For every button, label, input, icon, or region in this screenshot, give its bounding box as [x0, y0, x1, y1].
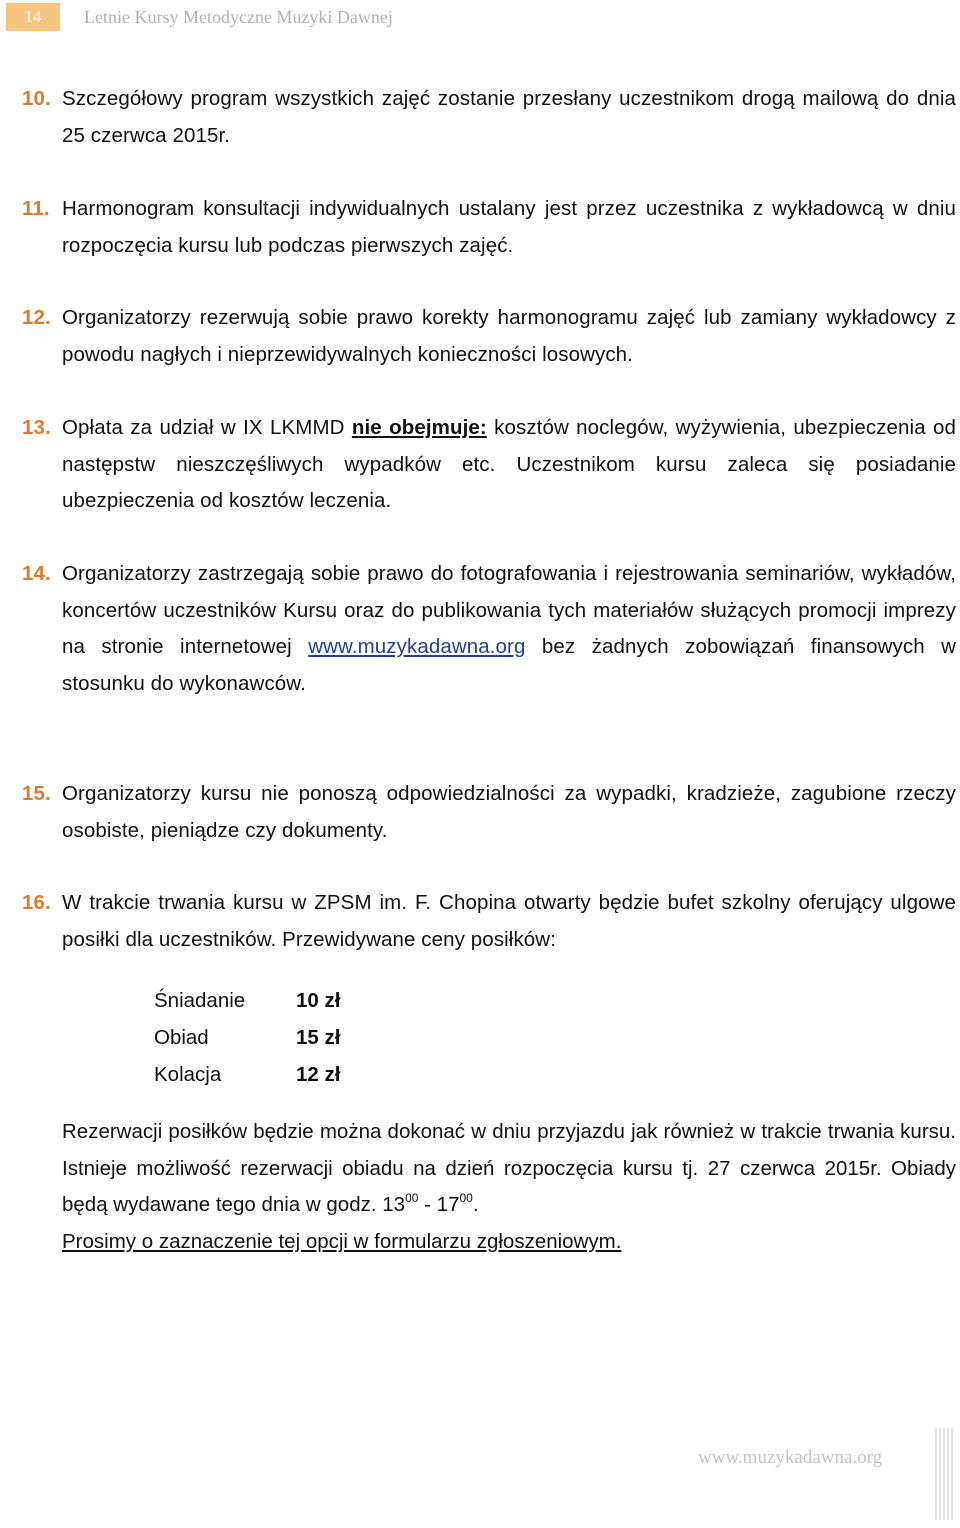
item-13: [22, 410, 956, 520]
item-11: [22, 191, 956, 264]
page-number-badge: 14: [6, 3, 60, 31]
time-start-min: 00: [405, 1191, 419, 1205]
item-10: [22, 81, 956, 154]
item-text: [62, 556, 956, 702]
footer-decoration-lines: [934, 1428, 954, 1520]
meal-price: 10 zł: [296, 989, 341, 1012]
item-number: 16.: [22, 891, 51, 914]
item-number: 10.: [22, 87, 51, 110]
item-number: 14.: [22, 562, 51, 585]
item-text: [62, 410, 956, 520]
item-text-before: Organizatorzy zastrzegają sobie prawo do fotografowania i rejestrowania seminariów, wykładów, koncertów uczestników Kursu oraz do publikowania tych materiałów służących promocji imprezy na stronie internetowej: [62, 562, 956, 658]
item-text: Organizatorzy kursu nie ponoszą odpowiedzialności za wypadki, kradzieże, zagubione rzeczy osobiste, pieniądze czy dokumenty.: [62, 782, 956, 842]
underlined-request: Prosimy o zaznaczenie tej opcji w formularzu zgłoszeniowym.: [62, 1229, 622, 1253]
meal-row: [154, 1056, 340, 1093]
item-16: [22, 885, 956, 958]
website-link[interactable]: www.muzykadawna.org: [308, 635, 526, 658]
item-14: [22, 556, 956, 702]
meal-price: 15 zł: [296, 1026, 341, 1049]
running-title: Letnie Kursy Metodyczne Muzyki Dawnej: [84, 6, 393, 27]
item-number: 12.: [22, 306, 51, 329]
item-text: Szczegółowy program wszystkich zajęć zostanie przesłany uczestnikom drogą mailową do dnia 25 czerwca 2015r.: [62, 87, 956, 147]
emphasis-text: nie obejmuje:: [351, 416, 487, 439]
meal-name: Śniadanie: [154, 989, 246, 1012]
meal-name: Obiad: [154, 1026, 209, 1049]
page-header: [6, 3, 393, 31]
item-text-after: kosztów noclegów, wyżywienia, ubezpieczenia od następstw nieszczęśliwych wypadków etc. Uczestnikom kursu zaleca się posiadanie ubezpieczenia od kosztów leczenia.: [62, 416, 957, 512]
item-12: [22, 300, 956, 373]
item-text-after: bez żadnych zobowiązań finansowych w stosunku do wykonawców.: [62, 635, 957, 695]
footer-url: www.muzykadawna.org: [698, 1447, 883, 1468]
meal-name: Kolacja: [154, 1063, 222, 1086]
item-number: 15.: [22, 782, 51, 805]
item-text: Harmonogram konsultacji indywidualnych ustalany jest przez uczestnika z wykładowcą w dniu rozpoczęcia kursu lub podczas pierwszych zajęć.: [62, 197, 956, 257]
time-end-min: 00: [459, 1191, 473, 1205]
item-number: 13.: [22, 416, 51, 439]
item-text: W trakcie trwania kursu w ZPSM im. F. Chopina otwarty będzie bufet szkolny oferujący ulgowe posiłki dla uczestników. Przewidywane ceny posiłków:: [62, 891, 956, 951]
item-text: Organizatorzy rezerwują sobie prawo korekty harmonogramu zajęć lub zamiany wykładowcy z powodu nagłych i nieprzewidywalnych konieczności losowych.: [62, 306, 956, 366]
meal-row: [154, 982, 340, 1019]
time-separator: -: [424, 1193, 431, 1216]
note-text: Rezerwacji posiłków będzie można dokonać w dniu przyjazdu jak również w trakcie trwania kursu. Istnieje możliwość rezerwacji obiadu na dzień rozpoczęcia kursu tj. 27 czerwca 2015r. Obiady będą wydawane tego dnia w godz.: [62, 1120, 956, 1216]
item-15: [22, 776, 956, 849]
meal-price: 12 zł: [296, 1063, 341, 1086]
meal-price-list: [154, 982, 340, 1093]
time-start-hour: 13: [382, 1193, 406, 1216]
item-number: 11.: [22, 197, 50, 220]
meal-reservation-note: [62, 1114, 956, 1260]
time-end-punct: .: [472, 1193, 479, 1216]
time-end-hour: 17: [436, 1193, 460, 1216]
meal-row: [154, 1019, 340, 1056]
item-text-before: Opłata za udział w IX LKMMD: [62, 416, 345, 439]
